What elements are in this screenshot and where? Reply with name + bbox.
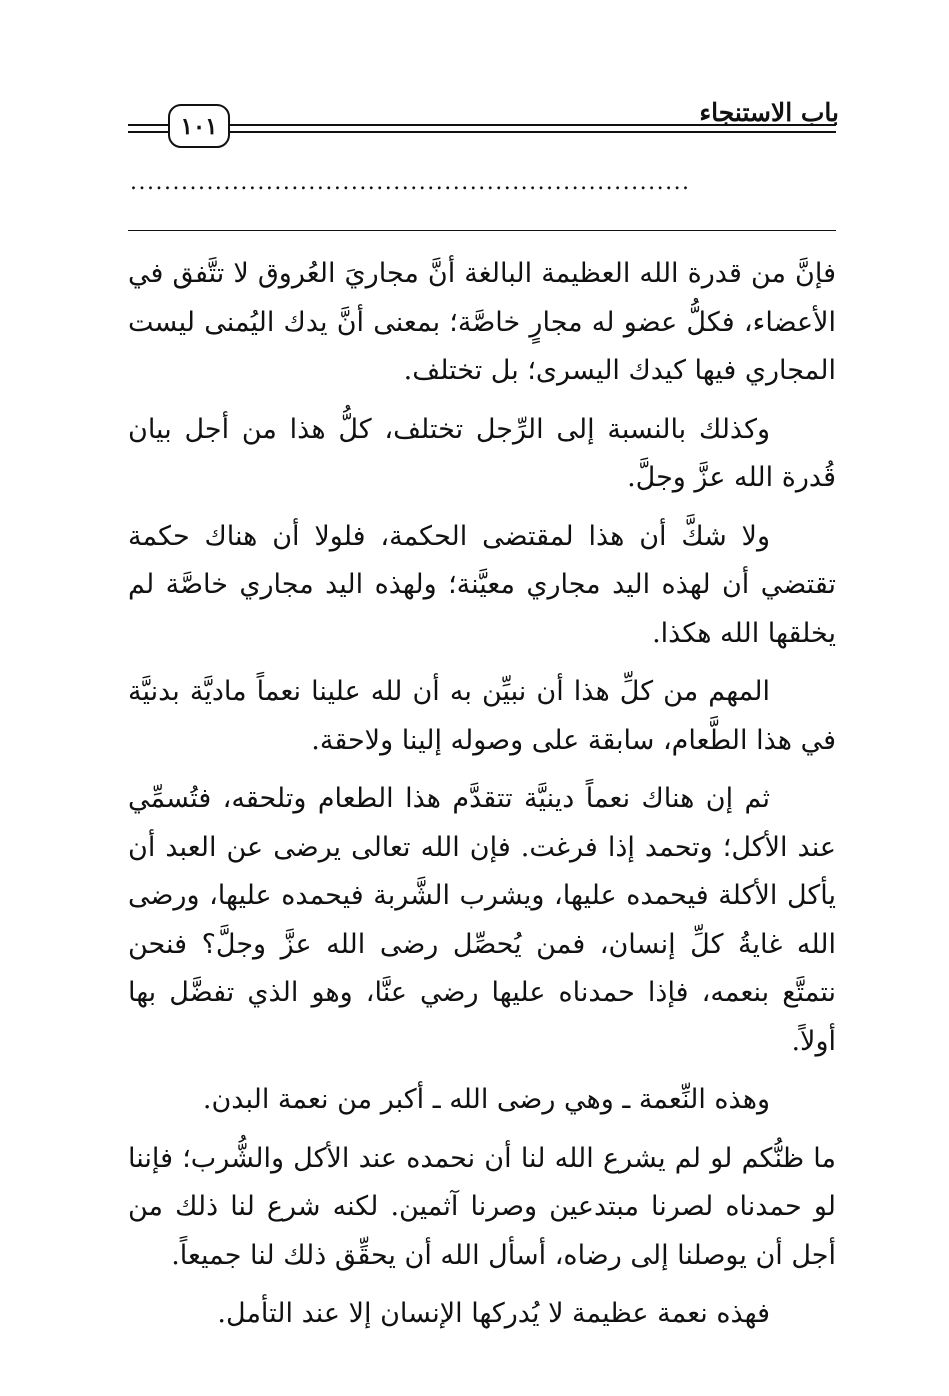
page-number: ١٠١ (168, 104, 230, 148)
separator-rule (128, 230, 836, 231)
paragraph: فإنَّ من قدرة الله العظيمة البالغة أنَّ مجاريَ العُروق لا تتَّفق في الأعضاء، فكلُّ عضو له مجارٍ خاصَّة؛ بمعنى أنَّ يدك اليُمنى ليست المجاري فيها كيدك اليسرى؛ بل تختلف. (128, 258, 836, 386)
paragraph: وكذلك بالنسبة إلى الرِّجل تختلف، كلُّ هذا من أجل بيان قُدرة الله عزَّ وجلَّ. (128, 413, 836, 493)
footnote-dotted-line: .................................................................. (130, 170, 691, 195)
paragraph: ما ظنُّكم لو لم يشرع الله لنا أن نحمده عند الأكل والشُّرب؛ فإننا لو حمدناه لصرنا مبتدعين وصرنا آثمين. لكنه شرع لنا ذلك من أجل أن يوصلنا إلى رضاه، أسأل الله أن يحقِّق ذلك لنا جميعاً. (128, 1142, 836, 1271)
header-rule-left-bottom (128, 131, 168, 133)
header-rule-right-bottom (230, 131, 836, 133)
header-rule-left-top (128, 124, 168, 126)
paragraph: فهذه نعمة عظيمة لا يُدركها الإنسان إلا عند التأمل. (217, 1298, 770, 1329)
paragraph: ثم إن هناك نعماً دينيَّة تتقدَّم هذا الطعام وتلحقه، فتُسمِّي عند الأكل؛ وتحمد إذا فرغت. فإن الله تعالى يرضى عن العبد أن يأكل الأكلة فيحمده عليها، ويشرب الشَّربة فيحمده عليها، ورضى الله غايةُ كلِّ إنسان، فمن يُحصِّل رضى الله عزَّ وجلَّ؟ فنحن نتمتَّع بنعمه، فإذا حمدناه عليها رضي عنَّا، وهو الذي تفضَّل بها أولاً. (128, 783, 836, 1057)
header-rule-right-top (230, 124, 836, 126)
paragraph: وهذه النِّعمة ـ وهي رضى الله ـ أكبر من نعمة البدن. (202, 1084, 770, 1115)
body-text (128, 250, 836, 1349)
paragraph: ولا شكَّ أن هذا لمقتضى الحكمة، فلولا أن هناك حكمة تقتضي أن لهذه اليد مجاري معيَّنة؛ ولهذه اليد مجاري خاصَّة لم يخلقها الله هكذا. (128, 520, 836, 649)
paragraph: المهم من كلِّ هذا أن نبيِّن به أن لله علينا نعماً ماديَّة بدنيَّة في هذا الطَّعام، سابقة على وصوله إلينا ولاحقة. (128, 676, 836, 756)
chapter-title: باب الاستنجاء (699, 98, 839, 127)
